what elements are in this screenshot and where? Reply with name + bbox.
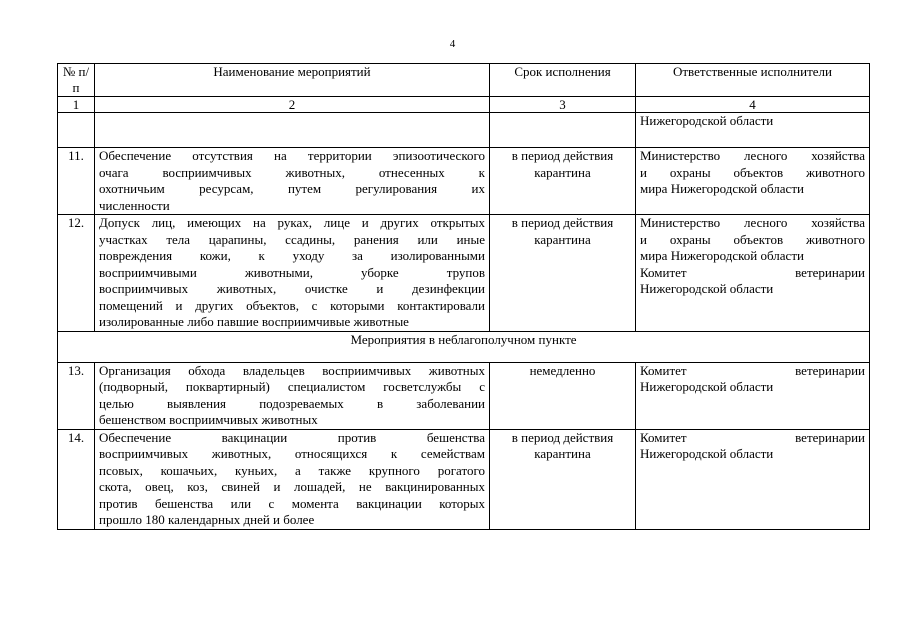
row-responsible-line: Министерство лесного хозяйства [640,148,865,163]
header-row [58,64,870,97]
row-num [58,113,95,148]
table-row [58,215,870,332]
row-num: 14. [58,429,95,529]
row-num: 11. [58,148,95,215]
row-responsible [636,148,870,215]
row-name-line: очага восприимчивых животных, отнесенных к [99,164,485,180]
header-responsible: Ответственные исполнители [636,64,870,97]
row-name-line: участках тела царапины, ссадины, ранения или иные [99,231,485,247]
row-name-line: повреждения кожи, к уходу за изолированными [99,248,485,263]
row-responsible-line: Комитет ветеринарии [640,264,865,280]
measures-table [57,63,870,530]
row-name-line: изолированные либо павшие восприимчивые животные [99,314,409,329]
row-name-line: скота, овец, коз, свиней и лошадей, не вакцинированных [99,479,485,494]
column-number: 1 [58,97,95,113]
row-name-line: восприимчивыми животными, уборке трупов [99,264,485,280]
column-number: 2 [95,97,490,113]
row-name-line: численности [99,197,170,213]
row-name-line: Организация обхода владельцев восприимчивых животных [99,362,485,378]
row-name-line: против бешенства или с момента вакцинации которых [99,495,485,511]
row-responsible: Нижегородской области [636,113,870,148]
row-responsible [636,362,870,429]
row-name-line: помещений и других объектов, с которыми контактировали [99,297,485,313]
row-responsible-line: Комитет ветеринарии [640,429,865,445]
row-name-line: охотничьим ресурсам, путем регулирования их [99,181,485,196]
row-responsible-line: Нижегородской области [640,281,774,296]
row-name [95,429,490,529]
row-responsible-line: Комитет ветеринарии [640,362,865,378]
row-responsible-line: Министерство лесного хозяйства [640,215,865,230]
page-number: 4 [449,38,456,50]
row-name-line: прошло 180 календарных дней и более [99,512,315,527]
row-name-line: (подворный, поквартирный) специалистом госветслужбы с [99,379,485,394]
row-deadline: в период действия карантина [490,429,636,529]
row-name-line: Обеспечение вакцинации против бешенства [99,429,485,445]
row-name-line: псовых, кошачьих, куньих, а также крупного рогатого [99,462,485,478]
row-name [95,113,490,148]
header-name: Наименование мероприятий [95,64,490,97]
row-name [95,215,490,332]
table-row [58,148,870,215]
column-number: 4 [636,97,870,113]
row-num: 12. [58,215,95,332]
continuation-row [58,113,870,148]
row-name-line: восприимчивых животных, очистке и дезинфекции [99,281,485,296]
row-deadline: в период действия карантина [490,215,636,332]
row-name-line: Обеспечение отсутствия на территории эпизоотического [99,148,485,163]
row-name [95,362,490,429]
row-responsible-line: мира Нижегородской области [640,181,804,196]
section-row [58,331,870,362]
row-name-line: бешенством восприимчивых животных [99,412,318,427]
row-name [95,148,490,215]
row-num: 13. [58,362,95,429]
row-responsible-line: и охраны объектов животного [640,231,865,247]
row-deadline: немедленно [490,362,636,429]
column-numbers-row [58,97,870,113]
row-responsible-line: Нижегородской области [640,446,774,461]
header-num: № п/п [58,64,95,97]
row-name-line: Допуск лиц, имеющих на руках, лице и других открытых [99,215,485,230]
section-title: Мероприятия в неблагополучном пункте [58,331,870,362]
row-deadline [490,113,636,148]
row-responsible [636,215,870,332]
row-responsible-line: мира Нижегородской области [640,248,804,263]
table-row [58,362,870,429]
row-responsible [636,429,870,529]
column-number: 3 [490,97,636,113]
row-name-line: восприимчивых животных, относящихся к семействам [99,446,485,461]
row-deadline: в период действия карантина [490,148,636,215]
table-row [58,429,870,529]
row-responsible-line: Нижегородской области [640,379,774,394]
row-name-line: целью выявления подозреваемых в заболевании [99,395,485,411]
row-responsible-line: и охраны объектов животного [640,164,865,180]
header-deadline: Срок исполнения [490,64,636,97]
